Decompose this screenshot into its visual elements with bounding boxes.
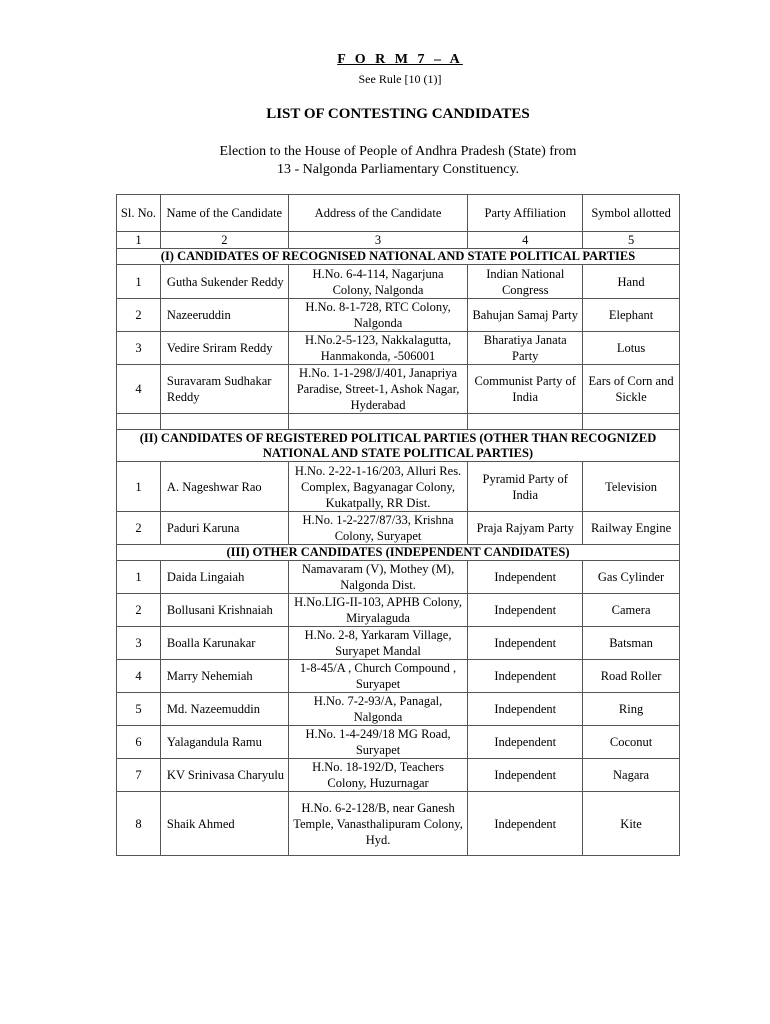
- candidate-sl: 2: [117, 299, 161, 332]
- blank-cell: [117, 414, 161, 430]
- column-number-row: [117, 232, 680, 249]
- section-header-row: [117, 249, 680, 265]
- candidate-address: 1-8-45/A , Church Compound , Suryapet: [288, 660, 468, 693]
- candidate-address: H.No. 6-2-128/B, near Ganesh Temple, Vanasthalipuram Colony, Hyd.: [288, 792, 468, 856]
- candidate-row: [117, 299, 680, 332]
- candidate-symbol: Elephant: [583, 299, 680, 332]
- candidate-symbol: Lotus: [583, 332, 680, 365]
- candidate-name: Md. Nazeemuddin: [160, 693, 288, 726]
- candidate-name: Daida Lingaiah: [160, 561, 288, 594]
- col-number: 1: [117, 232, 161, 249]
- candidate-row: [117, 627, 680, 660]
- candidate-address: H.No.2-5-123, Nakkalagutta, Hanmakonda, -506001: [288, 332, 468, 365]
- candidate-row: [117, 332, 680, 365]
- col-header-name: Name of the Candidate: [160, 195, 288, 232]
- candidates-table: [116, 194, 680, 856]
- candidate-symbol: Nagara: [583, 759, 680, 792]
- candidate-row: [117, 365, 680, 414]
- section-title: (III) OTHER CANDIDATES (INDEPENDENT CANDIDATES): [117, 545, 680, 561]
- candidate-party: Indian National Congress: [468, 265, 583, 299]
- col-number: 2: [160, 232, 288, 249]
- candidate-name: Nazeeruddin: [160, 299, 288, 332]
- candidate-symbol: Ring: [583, 693, 680, 726]
- section-header-row: [117, 430, 680, 462]
- col-header-sl: Sl. No.: [117, 195, 161, 232]
- candidates-body: [117, 249, 680, 856]
- candidate-row: [117, 693, 680, 726]
- candidate-address: H.No. 18-192/D, Teachers Colony, Huzurnagar: [288, 759, 468, 792]
- candidate-address: H.No.LIG-II-103, APHB Colony, Miryalaguda: [288, 594, 468, 627]
- candidate-name: A. Nageshwar Rao: [160, 462, 288, 512]
- candidate-sl: 6: [117, 726, 161, 759]
- candidate-name: KV Srinivasa Charyulu: [160, 759, 288, 792]
- candidate-row: [117, 660, 680, 693]
- candidate-name: Gutha Sukender Reddy: [160, 265, 288, 299]
- candidate-symbol: Camera: [583, 594, 680, 627]
- candidate-row: [117, 462, 680, 512]
- blank-cell: [288, 414, 468, 430]
- candidate-party: Independent: [468, 660, 583, 693]
- candidate-symbol: Television: [583, 462, 680, 512]
- candidate-address: H.No. 1-2-227/87/33, Krishna Colony, Suryapet: [288, 512, 468, 545]
- candidate-party: Independent: [468, 792, 583, 856]
- candidate-sl: 7: [117, 759, 161, 792]
- candidate-sl: 1: [117, 561, 161, 594]
- candidate-sl: 4: [117, 365, 161, 414]
- candidate-address: H.No. 6-4-114, Nagarjuna Colony, Nalgonda: [288, 265, 468, 299]
- candidate-sl: 1: [117, 462, 161, 512]
- candidate-address: Namavaram (V), Mothey (M), Nalgonda Dist.: [288, 561, 468, 594]
- candidate-sl: 4: [117, 660, 161, 693]
- candidate-row: [117, 512, 680, 545]
- col-header-symbol: Symbol allotted: [583, 195, 680, 232]
- candidate-party: Independent: [468, 594, 583, 627]
- candidate-sl: 8: [117, 792, 161, 856]
- candidate-name: Marry Nehemiah: [160, 660, 288, 693]
- candidate-sl: 1: [117, 265, 161, 299]
- blank-cell: [468, 414, 583, 430]
- candidate-party: Communist Party of India: [468, 365, 583, 414]
- candidate-party: Independent: [468, 759, 583, 792]
- candidate-name: Boalla Karunakar: [160, 627, 288, 660]
- candidate-symbol: Coconut: [583, 726, 680, 759]
- col-header-party: Party Affiliation: [468, 195, 583, 232]
- candidate-address: H.No. 2-22-1-16/203, Alluri Res. Complex, Bagyanagar Colony, Kukatpally, RR Dist.: [288, 462, 468, 512]
- election-description: [0, 143, 770, 179]
- candidate-symbol: Ears of Corn and Sickle: [583, 365, 680, 414]
- candidate-sl: 2: [117, 594, 161, 627]
- election-line-2: 13 - Nalgonda Parliamentary Constituency.: [276, 162, 520, 177]
- form-title: F O R M 7 – A: [337, 52, 463, 67]
- candidate-party: Bharatiya Janata Party: [468, 332, 583, 365]
- candidate-address: H.No. 7-2-93/A, Panagal, Nalgonda: [288, 693, 468, 726]
- col-number: 4: [468, 232, 583, 249]
- candidate-sl: 5: [117, 693, 161, 726]
- candidate-party: Independent: [468, 561, 583, 594]
- candidate-row: [117, 561, 680, 594]
- election-line-1: Election to the House of People of Andhra Pradesh (State) from: [219, 144, 577, 159]
- candidate-symbol: Kite: [583, 792, 680, 856]
- candidate-name: Shaik Ahmed: [160, 792, 288, 856]
- candidate-row: [117, 792, 680, 856]
- candidate-party: Bahujan Samaj Party: [468, 299, 583, 332]
- section-header-row: [117, 545, 680, 561]
- candidate-party: Independent: [468, 693, 583, 726]
- form-rule: See Rule [10 (1)]: [358, 72, 442, 86]
- candidate-address: H.No. 8-1-728, RTC Colony, Nalgonda: [288, 299, 468, 332]
- section-title: (II) CANDIDATES OF REGISTERED POLITICAL PARTIES (OTHER THAN RECOGNIZED NATIONAL AND STATE POLITICAL PARTIES): [117, 430, 680, 462]
- candidate-symbol: Road Roller: [583, 660, 680, 693]
- candidate-party: Pyramid Party of India: [468, 462, 583, 512]
- blank-row: [117, 414, 680, 430]
- candidate-row: [117, 594, 680, 627]
- candidate-party: Independent: [468, 627, 583, 660]
- candidate-symbol: Railway Engine: [583, 512, 680, 545]
- candidate-party: Independent: [468, 726, 583, 759]
- candidate-sl: 3: [117, 627, 161, 660]
- candidate-sl: 3: [117, 332, 161, 365]
- list-title: LIST OF CONTESTING CANDIDATES: [266, 106, 530, 122]
- candidate-symbol: Gas Cylinder: [583, 561, 680, 594]
- col-number: 5: [583, 232, 680, 249]
- blank-cell: [583, 414, 680, 430]
- header-row: [117, 195, 680, 232]
- candidate-name: Yalagandula Ramu: [160, 726, 288, 759]
- candidate-party: Praja Rajyam Party: [468, 512, 583, 545]
- candidate-row: [117, 759, 680, 792]
- blank-cell: [160, 414, 288, 430]
- candidate-address: H.No. 1-1-298/J/401, Janapriya Paradise, Street-1, Ashok Nagar, Hyderabad: [288, 365, 468, 414]
- candidate-address: H.No. 1-4-249/18 MG Road, Suryapet: [288, 726, 468, 759]
- col-number: 3: [288, 232, 468, 249]
- candidate-symbol: Batsman: [583, 627, 680, 660]
- candidate-address: H.No. 2-8, Yarkaram Village, Suryapet Mandal: [288, 627, 468, 660]
- candidate-symbol: Hand: [583, 265, 680, 299]
- candidate-name: Bollusani Krishnaiah: [160, 594, 288, 627]
- candidate-name: Vedire Sriram Reddy: [160, 332, 288, 365]
- section-title: (I) CANDIDATES OF RECOGNISED NATIONAL AND STATE POLITICAL PARTIES: [117, 249, 680, 265]
- candidate-row: [117, 265, 680, 299]
- candidate-name: Paduri Karuna: [160, 512, 288, 545]
- candidate-sl: 2: [117, 512, 161, 545]
- candidate-name: Suravaram Sudhakar Reddy: [160, 365, 288, 414]
- col-header-address: Address of the Candidate: [288, 195, 468, 232]
- candidate-row: [117, 726, 680, 759]
